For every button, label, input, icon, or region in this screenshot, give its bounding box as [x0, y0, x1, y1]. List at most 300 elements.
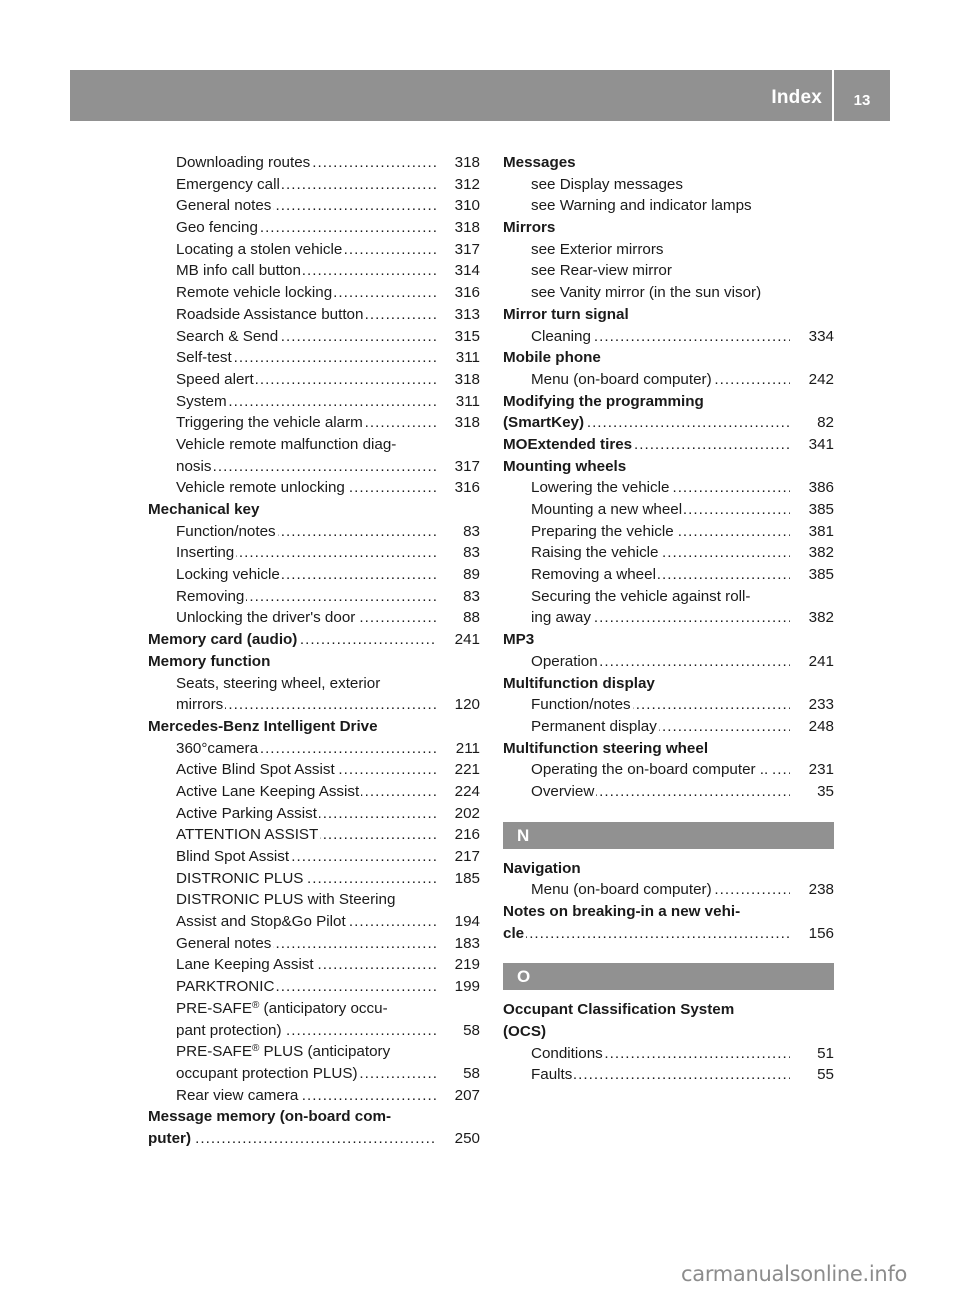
page-number: 13 [853, 92, 871, 109]
index-entry [503, 391, 834, 413]
entry-text [176, 1043, 392, 1060]
index-subentry[interactable] [148, 1085, 480, 1107]
index-subentry[interactable] [148, 542, 480, 564]
index-entry [503, 217, 834, 239]
page-ref[interactable]: 241 [803, 651, 834, 673]
entry-label: Self-test [176, 349, 232, 367]
index-entry[interactable] [148, 1128, 480, 1150]
entry-text [531, 588, 753, 605]
page-ref[interactable]: 382 [803, 542, 834, 564]
entry-label: Roadside Assistance button [176, 305, 364, 323]
index-subentry[interactable] [148, 239, 480, 261]
index-subentry[interactable] [148, 911, 480, 933]
index-entry[interactable] [503, 412, 834, 434]
entry-label: Inserting [176, 544, 235, 562]
entry-label: Active Lane Keeping Assist [176, 782, 360, 800]
entry-text [503, 306, 631, 323]
entry-text [176, 609, 357, 626]
entry-label: see Warning and indicator lamps [531, 197, 752, 215]
entry-label: Function/notes [531, 696, 631, 714]
entry-label: Downloading routes [176, 154, 311, 171]
entry-label: PARKTRONIC [176, 978, 275, 996]
page-ref[interactable]: 89 [457, 564, 480, 586]
entry-label: Function/notes [176, 522, 276, 540]
entry-label: Modifying the programming [503, 392, 704, 410]
entry-text [503, 1001, 736, 1018]
index-column-left [148, 152, 480, 1150]
index-subentry[interactable] [503, 716, 834, 738]
entry-label: nosis [176, 457, 212, 475]
entry-text [176, 740, 260, 757]
index-subentry [503, 174, 834, 196]
page-ref[interactable]: 311 [450, 391, 480, 413]
page-ref[interactable]: 318 [449, 412, 480, 434]
index-entry [503, 738, 834, 760]
entry-text [531, 566, 658, 583]
entry-text [176, 284, 334, 301]
index-subentry[interactable] [148, 282, 480, 304]
entry-text [531, 328, 593, 345]
entry-text [176, 848, 291, 865]
entry-label: mirrors [176, 696, 224, 714]
page-ref[interactable]: 334 [803, 326, 834, 348]
index-entry[interactable] [503, 434, 834, 456]
entry-label: see Display messages [531, 175, 683, 193]
index-subentry[interactable] [148, 195, 480, 217]
entry-text [531, 544, 660, 561]
entry-label: Multifunction display [503, 674, 655, 692]
index-entry [148, 651, 480, 673]
entry-text [531, 371, 714, 388]
page-ref[interactable]: 88 [457, 607, 480, 629]
index-subentry[interactable] [503, 607, 834, 629]
index-entry [503, 901, 834, 923]
index-entry [503, 152, 834, 174]
page-ref[interactable]: 219 [449, 954, 480, 976]
entry-label: Mirrors [503, 219, 556, 237]
entry-text [176, 935, 273, 952]
entry-text [176, 414, 365, 431]
entry-text [176, 176, 282, 193]
entry-text [503, 631, 536, 648]
entry-text [148, 501, 261, 518]
index-entry [503, 1021, 834, 1043]
entry-label: Memory function [148, 652, 271, 670]
index-entry [148, 1106, 480, 1128]
entry-text [531, 523, 676, 540]
page-ref[interactable]: 224 [449, 781, 480, 803]
entry-label: MB info call button [176, 262, 301, 280]
index-subentry[interactable] [503, 879, 834, 901]
page-ref[interactable]: 216 [449, 824, 480, 846]
entry-label: Vehicle remote unlocking [176, 479, 345, 497]
entry-text [176, 805, 319, 822]
index-subentry[interactable] [148, 477, 480, 499]
entry-label: Geo fencing [176, 219, 258, 237]
index-subentry[interactable] [503, 1043, 834, 1065]
index-subentry[interactable] [148, 391, 480, 413]
index-subentry[interactable] [503, 694, 834, 716]
page-ref[interactable]: 55 [811, 1064, 834, 1086]
index-subentry[interactable] [148, 759, 480, 781]
page-ref[interactable]: 382 [803, 607, 834, 629]
entry-label: Mounting wheels [503, 457, 627, 475]
index-subentry[interactable] [148, 803, 480, 825]
page-ref[interactable]: 311 [450, 347, 480, 369]
page-ref[interactable]: 316 [449, 282, 480, 304]
page-ref[interactable]: 211 [450, 738, 480, 760]
index-subentry[interactable] [148, 564, 480, 586]
page-ref[interactable]: 250 [449, 1128, 480, 1150]
page-ref[interactable]: 156 [803, 923, 834, 945]
entry-label: Assist and Stop&Go Pilot [176, 913, 346, 931]
entry-text [148, 1130, 193, 1147]
entry-text [148, 718, 380, 735]
index-subentry[interactable] [148, 868, 480, 890]
entry-text [176, 436, 398, 453]
index-subentry[interactable] [503, 326, 834, 348]
index-subentry[interactable] [148, 738, 480, 760]
index-subentry[interactable] [148, 412, 480, 434]
index-entry [503, 347, 834, 369]
index-subentry[interactable] [148, 152, 480, 174]
entry-label: Triggering the vehicle alarm [176, 414, 363, 432]
page-ref[interactable]: 120 [449, 694, 480, 716]
entry-text [503, 925, 526, 942]
entry-text [176, 219, 260, 236]
entry-text [176, 479, 347, 496]
entry-label: Blind Spot Assist [176, 848, 290, 865]
entry-label: Multifunction steering wheel [503, 739, 709, 757]
watermark: carmanualsonline.info [681, 1262, 908, 1286]
index-subentry[interactable] [148, 1020, 480, 1042]
entry-label: Remote vehicle locking [176, 284, 333, 302]
entry-text [176, 761, 337, 778]
entry-text [176, 891, 397, 908]
entry-text [176, 328, 280, 345]
entry-text [503, 1023, 548, 1040]
index-subentry [503, 282, 834, 304]
entry-label: System [176, 392, 227, 410]
entry-label: see Rear-view mirror [531, 262, 672, 280]
page-ref[interactable]: 316 [449, 477, 480, 499]
page-ref[interactable]: 312 [449, 174, 480, 196]
entry-text [531, 284, 763, 301]
entry-text [176, 241, 344, 258]
entry-text [503, 349, 603, 366]
page-ref[interactable]: 199 [449, 976, 480, 998]
entry-label: 360°camera [176, 739, 259, 757]
entry-label: Lane Keeping Assist [176, 956, 314, 974]
entry-label: Messages [503, 154, 576, 171]
entry-label: Raising the vehicle [531, 544, 659, 562]
page-ref[interactable]: 58 [457, 1020, 480, 1042]
index-subentry[interactable] [148, 1063, 480, 1085]
entry-label: ATTENTION ASSIST [176, 826, 319, 844]
entry-label: Notes on breaking-in a new vehi- [503, 903, 741, 920]
entry-text [176, 566, 282, 583]
index-subentry[interactable] [148, 217, 480, 239]
entry-label: Active Blind Spot Assist [176, 761, 335, 779]
entry-label: Operating the on-board computer .. [531, 761, 769, 779]
page-ref[interactable]: 385 [803, 564, 834, 586]
index-subentry[interactable] [148, 326, 480, 348]
entry-text [176, 956, 316, 973]
index-subentry [148, 434, 480, 456]
page-ref[interactable]: 238 [803, 879, 834, 901]
page-ref[interactable]: 381 [803, 521, 834, 543]
entry-label: Overview [531, 782, 595, 800]
entry-label: Mobile phone [503, 349, 601, 367]
entry-text [503, 740, 710, 757]
page-ref[interactable]: 318 [449, 369, 480, 391]
entry-text [176, 1000, 390, 1017]
index-subentry[interactable] [503, 1064, 834, 1086]
page-ref[interactable]: 315 [449, 326, 480, 348]
entry-text [176, 523, 278, 540]
page-ref[interactable]: 217 [449, 846, 480, 868]
page-ref[interactable]: 35 [811, 781, 834, 803]
entry-label: Emergency call [176, 175, 280, 193]
index-entry[interactable] [148, 629, 480, 651]
entry-label: Rear view camera [176, 1086, 299, 1104]
entry-text [531, 696, 633, 713]
index-subentry[interactable] [148, 954, 480, 976]
index-subentry[interactable] [148, 174, 480, 196]
page-ref[interactable]: 207 [449, 1085, 480, 1107]
entry-text [176, 197, 273, 214]
index-subentry[interactable] [503, 564, 834, 586]
index-subentry [148, 889, 480, 911]
entry-text [176, 588, 246, 605]
entry-text [531, 501, 684, 518]
entry-label: Mercedes-Benz Intelligent Drive [148, 717, 378, 735]
index-subentry[interactable] [148, 824, 480, 846]
index-subentry[interactable] [503, 781, 834, 803]
section-title: Index [771, 87, 822, 108]
index-subentry[interactable] [148, 607, 480, 629]
entry-text [531, 718, 659, 735]
index-subentry[interactable] [503, 521, 834, 543]
entry-label: occupant protection PLUS) [176, 1064, 358, 1082]
entry-text [531, 881, 714, 898]
entry-label: General notes [176, 197, 272, 215]
index-entry [503, 858, 834, 880]
page-ref[interactable]: 183 [449, 933, 480, 955]
index-subentry[interactable] [503, 542, 834, 564]
index-subentry[interactable] [148, 781, 480, 803]
index-entry [148, 499, 480, 521]
entry-text [176, 306, 365, 323]
page-ref[interactable]: 241 [449, 629, 480, 651]
entry-text [176, 154, 312, 171]
page-ref[interactable]: 310 [449, 195, 480, 217]
page-ref[interactable]: 202 [449, 803, 480, 825]
entry-label: General notes [176, 934, 272, 952]
index-subentry[interactable] [503, 369, 834, 391]
entry-label-cont: (anticipatory occu- [259, 999, 388, 1017]
entry-label: see Vanity mirror (in the sun visor) [531, 284, 762, 302]
index-subentry[interactable] [148, 521, 480, 543]
index-subentry[interactable] [503, 651, 834, 673]
entry-label: Speed alert [176, 370, 254, 388]
entry-label: MP3 [503, 631, 535, 649]
entry-text [531, 262, 674, 279]
entry-label: DISTRONIC PLUS [176, 869, 304, 887]
entry-text [176, 262, 303, 279]
entry-text [531, 479, 671, 496]
index-entry [503, 629, 834, 651]
entry-text [503, 393, 706, 410]
entry-text [148, 1108, 393, 1125]
index-column-right [503, 152, 834, 1086]
page-ref[interactable]: 82 [811, 412, 834, 434]
entry-label: Removing [176, 587, 245, 605]
page-ref[interactable]: 221 [449, 759, 480, 781]
page-ref[interactable]: 313 [449, 304, 480, 326]
entry-label: (SmartKey) [503, 414, 585, 432]
page-ref[interactable]: 233 [803, 694, 834, 716]
entry-text [503, 154, 578, 171]
index-subentry[interactable] [148, 586, 480, 608]
entry-text [176, 544, 236, 561]
page-ref[interactable]: 83 [457, 542, 480, 564]
index-subentry [148, 998, 480, 1020]
index-subentry[interactable] [148, 260, 480, 282]
entry-text [176, 826, 320, 843]
index-subentry[interactable] [148, 933, 480, 955]
entry-label: Operation [531, 652, 598, 670]
index-subentry[interactable] [148, 846, 480, 868]
entry-text [503, 903, 742, 920]
page-number-box [834, 70, 890, 121]
registered-mark: ® [251, 999, 260, 1011]
entry-label: Securing the vehicle against roll- [531, 587, 751, 605]
entry-text [176, 913, 348, 930]
entry-label: DISTRONIC PLUS with Steering [176, 891, 396, 909]
entry-text [503, 458, 628, 475]
page-ref[interactable]: 318 [449, 217, 480, 239]
index-subentry [148, 1041, 480, 1063]
entry-text [531, 1045, 605, 1062]
entry-text [176, 1087, 300, 1104]
page-ref[interactable]: 231 [803, 759, 834, 781]
index-subentry[interactable] [148, 304, 480, 326]
index-subentry[interactable] [148, 694, 480, 716]
entry-label-cont: PLUS (anticipatory [259, 1043, 391, 1061]
page-ref[interactable]: 318 [449, 152, 480, 174]
entry-text [531, 783, 596, 800]
index-subentry [503, 239, 834, 261]
entry-text [148, 631, 299, 648]
entry-label: Conditions [531, 1044, 603, 1062]
page-ref[interactable]: 51 [811, 1043, 834, 1065]
page-ref[interactable]: 185 [449, 868, 480, 890]
entry-label: Lowering the vehicle [531, 479, 670, 497]
page-ref[interactable]: 242 [803, 369, 834, 391]
entry-label: see Exterior mirrors [531, 240, 664, 258]
index-subentry[interactable] [503, 499, 834, 521]
entry-text [176, 675, 382, 692]
entry-text [503, 860, 583, 877]
entry-text [531, 176, 685, 193]
page-ref[interactable]: 58 [457, 1063, 480, 1085]
entry-label: Permanent display [531, 717, 657, 735]
index-subentry[interactable] [148, 456, 480, 478]
page-ref[interactable]: 317 [449, 239, 480, 261]
entry-label: Faults [531, 1066, 573, 1084]
entry-label: ing away [531, 609, 591, 627]
letter-divider: N [503, 822, 834, 849]
page-ref[interactable]: 385 [803, 499, 834, 521]
index-subentry [503, 195, 834, 217]
index-subentry [503, 586, 834, 608]
entry-label: PRE-SAFE [176, 999, 252, 1017]
entry-label: Preparing the vehicle [531, 522, 674, 540]
page-ref[interactable]: 386 [803, 477, 834, 499]
entry-text [176, 783, 361, 800]
index-entry [503, 304, 834, 326]
entry-label: Seats, steering wheel, exterior [176, 674, 381, 692]
entry-text [176, 1065, 360, 1082]
entry-label: Menu (on-board computer) [531, 881, 712, 899]
index-entry [503, 673, 834, 695]
entry-text [176, 978, 276, 995]
index-entry [503, 999, 834, 1021]
page-ref[interactable]: 194 [449, 911, 480, 933]
entry-text [176, 458, 213, 475]
entry-label: Message memory (on-board com- [148, 1108, 392, 1126]
entry-label: puter) [148, 1129, 192, 1147]
page-ref[interactable]: 317 [449, 456, 480, 478]
page-ref[interactable]: 83 [457, 521, 480, 543]
entry-text [531, 761, 770, 778]
entry-text [503, 436, 634, 453]
entry-text [176, 393, 229, 410]
page-ref[interactable]: 83 [457, 586, 480, 608]
entry-label: MOExtended tires [503, 435, 633, 453]
index-entry[interactable] [503, 923, 834, 945]
entry-label: Cleaning [531, 327, 591, 345]
entry-text [176, 870, 305, 887]
page-ref[interactable]: 341 [803, 434, 834, 456]
header-bar [70, 70, 832, 121]
index-subentry [503, 260, 834, 282]
entry-label: Unlocking the driver's door [176, 609, 356, 627]
page-ref[interactable]: 314 [449, 260, 480, 282]
index-subentry[interactable] [148, 369, 480, 391]
entry-label: Occupant Classification System [503, 1001, 735, 1019]
entry-label: Mounting a new wheel [531, 501, 683, 518]
entry-text [531, 197, 754, 214]
entry-label: Memory card (audio) [148, 631, 298, 649]
entry-label: Locking vehicle [176, 566, 280, 584]
entry-label: (OCS) [503, 1023, 547, 1041]
entry-text [531, 609, 593, 626]
entry-text [503, 675, 657, 692]
entry-label: PRE-SAFE [176, 1043, 252, 1061]
index-subentry[interactable] [503, 759, 834, 781]
entry-label: Locating a stolen vehicle [176, 240, 343, 258]
index-subentry[interactable] [503, 477, 834, 499]
entry-label: cle [503, 924, 525, 942]
page-ref[interactable]: 248 [803, 716, 834, 738]
index-subentry[interactable] [148, 347, 480, 369]
entry-text [148, 653, 272, 670]
entry-label: Removing a wheel [531, 566, 656, 584]
entry-text [531, 241, 666, 258]
index-subentry[interactable] [148, 976, 480, 998]
